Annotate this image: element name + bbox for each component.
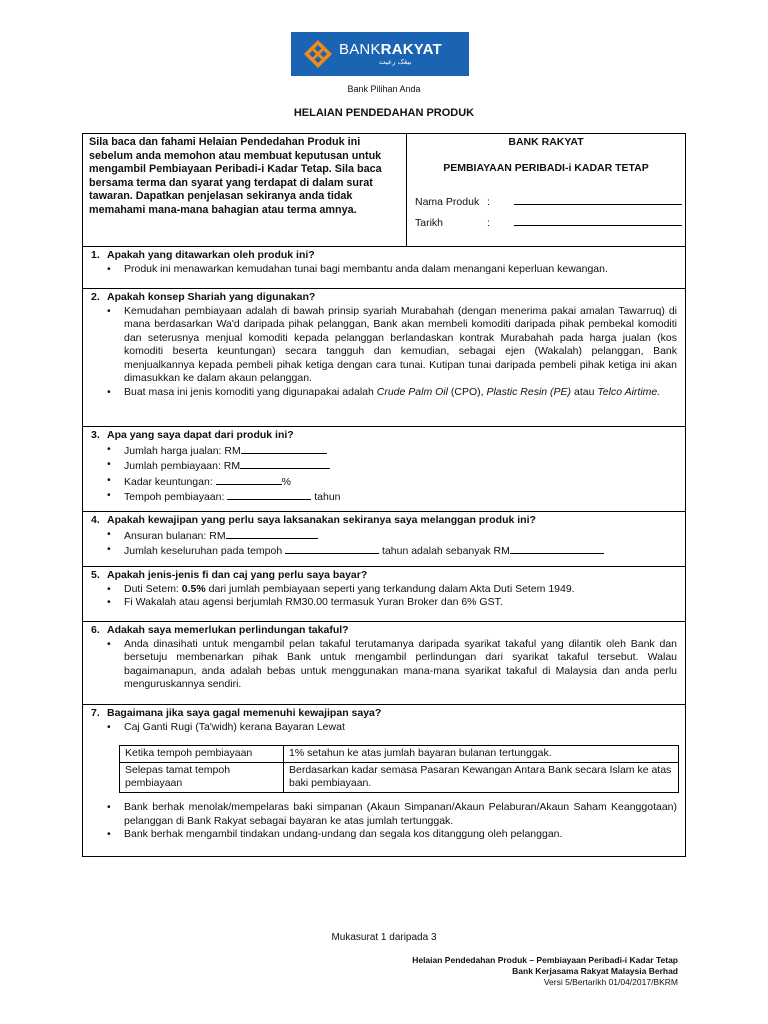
list-item: • Kemudahan pembiayaan adalah di bawah prinsip syariah Murabahah (dengan menerima pakai amalan Tawarruq) di mana berdasarkan Wa'd daripada pihak pelanggan, Bank akan membeli komoditi daripada pihak pembekal komoditi dan seterusnya menjual komoditi kepada pelanggan berlandaskan kontrak Murabahah pada harga jualan (kos komoditi beserta keuntungan) secara tangguh dan kemudian, sebagai ejen (Wakalah) pelanggan, Bank menjualkannya kepada pembeli pihak ketiga dengan cara tunai. Kutipan tunai daripada pembeli pihak ketiga ini akan dimasukkan ke dalam akaun pelanggan. — [91, 305, 677, 386]
list-item: • Duti Setem: 0.5% dari jumlah pembiayaan seperti yang terkandung dalam Akta Duti Setem 1949. — [91, 583, 677, 597]
section-number: 6. — [91, 624, 100, 636]
section-question: Apa yang saya dapat dari produk ini? — [107, 429, 294, 441]
table-cell: Selepas tamat tempoh pembiayaan — [120, 762, 284, 792]
footer-line-3: Versi 5/Bertarikh 01/04/2017/BKRM — [543, 977, 678, 987]
section-6 — [83, 621, 685, 704]
section-1 — [83, 246, 685, 288]
ansuran-bulanan-blank[interactable] — [226, 528, 318, 539]
logo-text-bank: BANK — [339, 41, 381, 58]
section-question: Apakah konsep Shariah yang digunakan? — [107, 291, 316, 303]
list-item: • Bank berhak mengambil tindakan undang-undang dan segala kos ditanggung oleh pelanggan. — [91, 828, 677, 842]
nama-produk-input-line[interactable] — [514, 194, 682, 205]
section-number: 5. — [91, 569, 100, 581]
field-tarikh-label: Tarikh — [415, 217, 444, 229]
section-3 — [83, 426, 685, 511]
section-question: Apakah jenis-jenis fi dan caj yang perlu saya bayar? — [107, 569, 368, 581]
product-name: PEMBIAYAAN PERIBADI-i KADAR TETAP — [443, 162, 649, 174]
bank-name: BANK RAKYAT — [508, 136, 584, 148]
kadar-keuntungan-blank[interactable] — [216, 474, 282, 485]
tempoh-blank[interactable] — [285, 543, 379, 554]
list-item: • Tempoh pembiayaan: tahun — [91, 489, 677, 505]
list-item: • Jumlah keseluruhan pada tempoh tahun adalah sebanyak RM — [91, 543, 677, 559]
footer-line-2: Bank Kerjasama Rakyat Malaysia Berhad — [512, 966, 678, 976]
table-cell: Berdasarkan kadar semasa Pasaran Kewangan Antara Bank secara Islam ke atas baki pembiayaan. — [284, 762, 679, 792]
document-title: HELAIAN PENDEDAHAN PRODUK — [293, 107, 475, 119]
logo-jawi-text: بيڠک رعيت — [379, 58, 412, 66]
field-nama-produk-label: Nama Produk — [415, 196, 480, 208]
product-header-panel — [407, 134, 685, 246]
field-nama-produk — [415, 194, 682, 208]
page-number: Mukasurat 1 daripada 3 — [331, 932, 437, 943]
section-question: Adakah saya memerlukan perlindungan takaful? — [107, 624, 349, 636]
table-row — [120, 746, 679, 763]
late-payment-charge-table — [119, 745, 679, 793]
list-item: • Ansuran bulanan: RM — [91, 528, 677, 544]
section-number: 2. — [91, 291, 100, 303]
table-cell: Ketika tempoh pembiayaan — [120, 746, 284, 763]
field-tarikh — [415, 215, 682, 229]
logo-text-rakyat: RAKYAT — [380, 41, 442, 58]
field-colon: : — [487, 217, 490, 229]
jumlah-pembiayaan-blank[interactable] — [240, 458, 330, 469]
tempoh-pembiayaan-blank[interactable] — [227, 489, 311, 500]
tagline: Bank Pilihan Anda — [347, 84, 421, 94]
table-cell: 1% setahun ke atas jumlah bayaran bulanan tertunggak. — [284, 746, 679, 763]
section-number: 7. — [91, 707, 100, 719]
section-number: 4. — [91, 514, 100, 526]
section-4 — [83, 511, 685, 566]
list-item: • Jumlah pembiayaan: RM — [91, 458, 677, 474]
list-item: • Anda dinasihati untuk mengambil pelan takaful terutamanya daripada syarikat takaful yang dilantik oleh Bank dan bersetuju membenarkan pihak Bank untuk mengambil perlindungan dari syarikat takaful tersebut. Walau bagaimanapun, anda adalah bebas untuk menggunakan mana-mana syarikat takaful di Malaysia dan anda perlu menguruskannya sendiri. — [91, 638, 677, 692]
table-row — [120, 762, 679, 792]
tarikh-input-line[interactable] — [514, 215, 682, 226]
list-item: • Caj Ganti Rugi (Ta'widh) kerana Bayaran Lewat — [91, 721, 677, 735]
section-number: 3. — [91, 429, 100, 441]
bank-rakyat-logo — [291, 32, 469, 76]
section-question: Bagaimana jika saya gagal memenuhi kewajipan saya? — [107, 707, 382, 719]
section-question: Apakah yang ditawarkan oleh produk ini? — [107, 249, 315, 261]
harga-jualan-blank[interactable] — [241, 443, 327, 454]
disclosure-frame — [82, 133, 686, 857]
list-item: • Kadar keuntungan: % — [91, 474, 677, 490]
field-colon: : — [487, 196, 490, 208]
list-item: • Bank berhak menolak/mempelaras baki simpanan (Akaun Simpanan/Akaun Pelaburan/Akaun Saham Keanggotaan) pelanggan di Bank Rakyat sebagai bayaran ke atas jumlah tertunggak. — [91, 801, 677, 828]
intro-instructions: Sila baca dan fahami Helaian Pendedahan Produk ini sebelum anda memohon atau membuat keputusan untuk mengambil Pembiayaan Peribadi-i Kadar Tetap. Sila baca bersama terma dan syarat yang terdapat di dalam surat tawaran. Dapatkan penjelasan sekiranya anda tidak memahami mana-mana bahagian atau terma amnya. — [83, 134, 407, 246]
list-item: • Jumlah harga jualan: RM — [91, 443, 677, 459]
section-number: 1. — [91, 249, 100, 261]
list-item: • Produk ini menawarkan kemudahan tunai bagi membantu anda dalam menangani keperluan kewangan. — [91, 263, 677, 277]
section-2 — [83, 288, 685, 426]
bank-rakyat-emblem-icon — [303, 39, 333, 69]
footer-line-1: Helaian Pendedahan Produk – Pembiayaan Peribadi-i Kadar Tetap — [412, 955, 678, 965]
jumlah-keseluruhan-blank[interactable] — [510, 543, 604, 554]
list-item: • Fi Wakalah atau agensi berjumlah RM30.00 termasuk Yuran Broker dan 6% GST. — [91, 596, 677, 610]
section-5 — [83, 566, 685, 621]
section-question: Apakah kewajipan yang perlu saya laksanakan sekiranya saya melanggan produk ini? — [107, 514, 536, 526]
list-item: • Buat masa ini jenis komoditi yang digunapakai adalah Crude Palm Oil (CPO), Plastic Resin (PE) atau Telco Airtime. — [91, 386, 677, 400]
